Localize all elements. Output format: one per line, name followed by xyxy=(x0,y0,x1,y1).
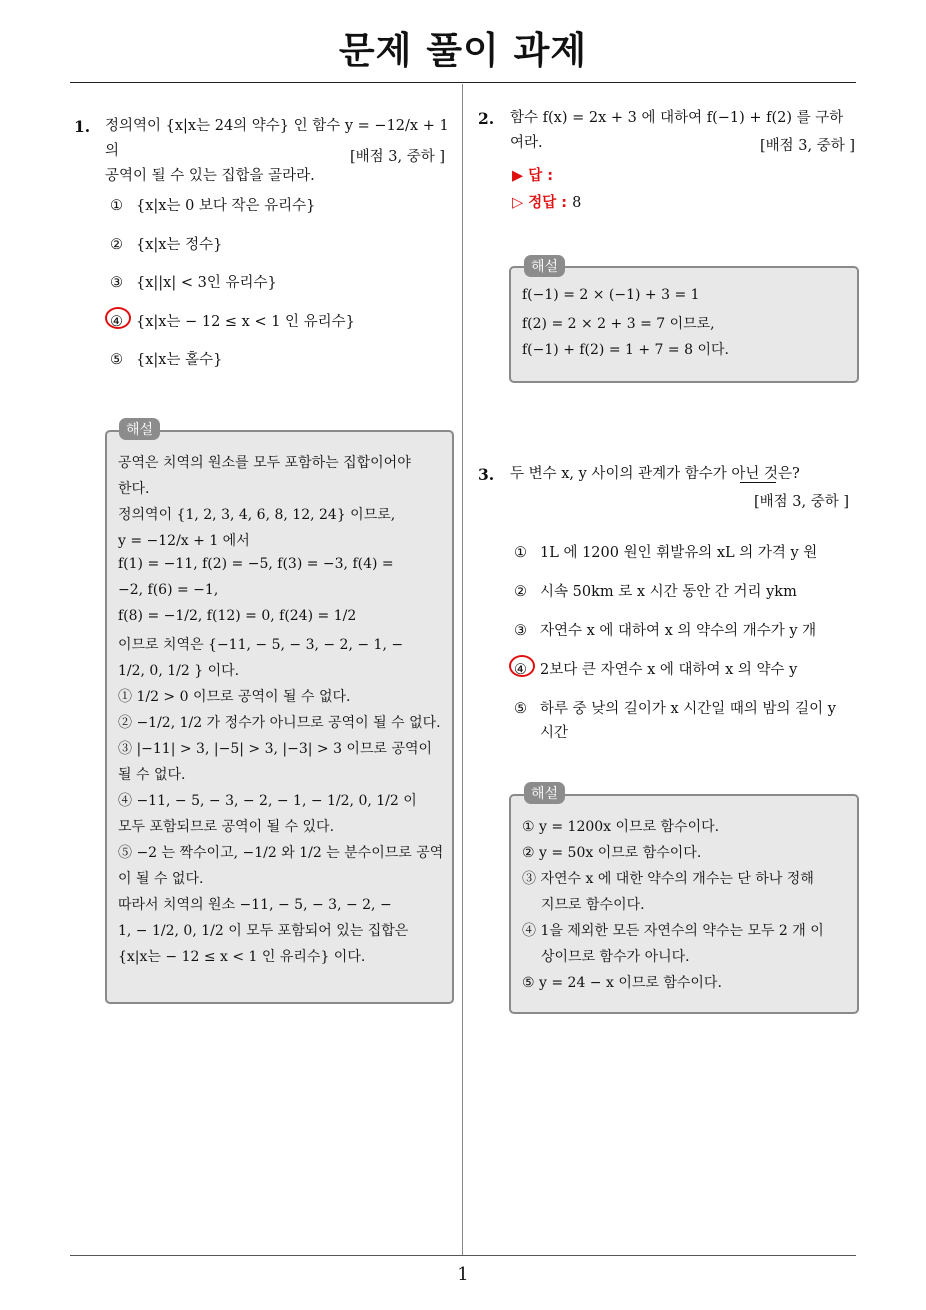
q3-number: 3. xyxy=(478,465,495,484)
q3-option-4[interactable]: ④ 2보다 큰 자연수 x 에 대하여 x 의 약수 y xyxy=(514,662,798,678)
q2-explanation-tag: 해설 xyxy=(524,255,565,277)
q1-option-5[interactable]: ⑤ {x|x는 홀수} xyxy=(110,352,223,368)
q3-option-1[interactable]: ① 1L 에 1200 원인 휘발유의 xL 의 가격 y 원 xyxy=(514,545,818,561)
page-number: 1 xyxy=(457,1264,469,1285)
column-divider xyxy=(462,84,463,1256)
q1-points: [배점 3, 중하 ] xyxy=(350,149,446,165)
q3-option-5[interactable]: ⑤ 하루 중 낮의 길이가 x 시간일 때의 밤의 길이 y xyxy=(514,701,836,717)
q1-text-line1: 정의역이 {x|x는 24의 약수} 인 함수 y = −12/x + 1 의 xyxy=(105,118,449,159)
q3-points: [배점 3, 중하 ] xyxy=(754,494,850,510)
top-divider xyxy=(70,82,856,83)
q3-answer-mark xyxy=(509,655,535,677)
q2-correct-value: 8 xyxy=(572,195,582,211)
q1-explanation-tag: 해설 xyxy=(119,418,160,440)
q1-text-line2: 공역이 될 수 있는 집합을 골라라. xyxy=(105,168,315,184)
q1-option-1[interactable]: ① {x|x는 0 보다 작은 유리수} xyxy=(110,198,316,214)
q3-text: 두 변수 x, y 사이의 관계가 함수가 아닌 것은? xyxy=(510,466,800,482)
q2-text-line2: 여라. xyxy=(510,135,543,151)
q3-explanation-tag: 해설 xyxy=(524,782,565,804)
q1-answer-mark xyxy=(105,307,131,329)
q3-option-3[interactable]: ③ 자연수 x 에 대하여 x 의 약수의 개수가 y 개 xyxy=(514,623,817,639)
q3-option-2[interactable]: ② 시속 50km 로 x 시간 동안 간 거리 ykm xyxy=(514,584,797,600)
q2-text-line1: 함수 f(x) = 2x + 3 에 대하여 f(−1) + f(2) 를 구하 xyxy=(510,110,844,126)
page-title: 문제 풀이 과제 xyxy=(338,29,588,72)
q1-option-2[interactable]: ② {x|x는 정수} xyxy=(110,237,223,253)
q3-option-5-cont: 시간 xyxy=(540,725,569,741)
bottom-divider xyxy=(70,1255,856,1256)
q2-number: 2. xyxy=(478,109,495,128)
q2-answer-label: ▶ 답 : xyxy=(512,168,554,184)
q1-option-4[interactable]: ④ {x|x는 − 12 ≤ x < 1 인 유리수} xyxy=(110,314,355,330)
q1-option-3[interactable]: ③ {x||x| < 3인 유리수} xyxy=(110,275,277,291)
q2-correct: ▷ 정답 : 8 xyxy=(512,195,582,211)
q1-number: 1. xyxy=(74,117,91,136)
q2-points: [배점 3, 중하 ] xyxy=(760,138,856,154)
q3-underline xyxy=(740,482,776,483)
